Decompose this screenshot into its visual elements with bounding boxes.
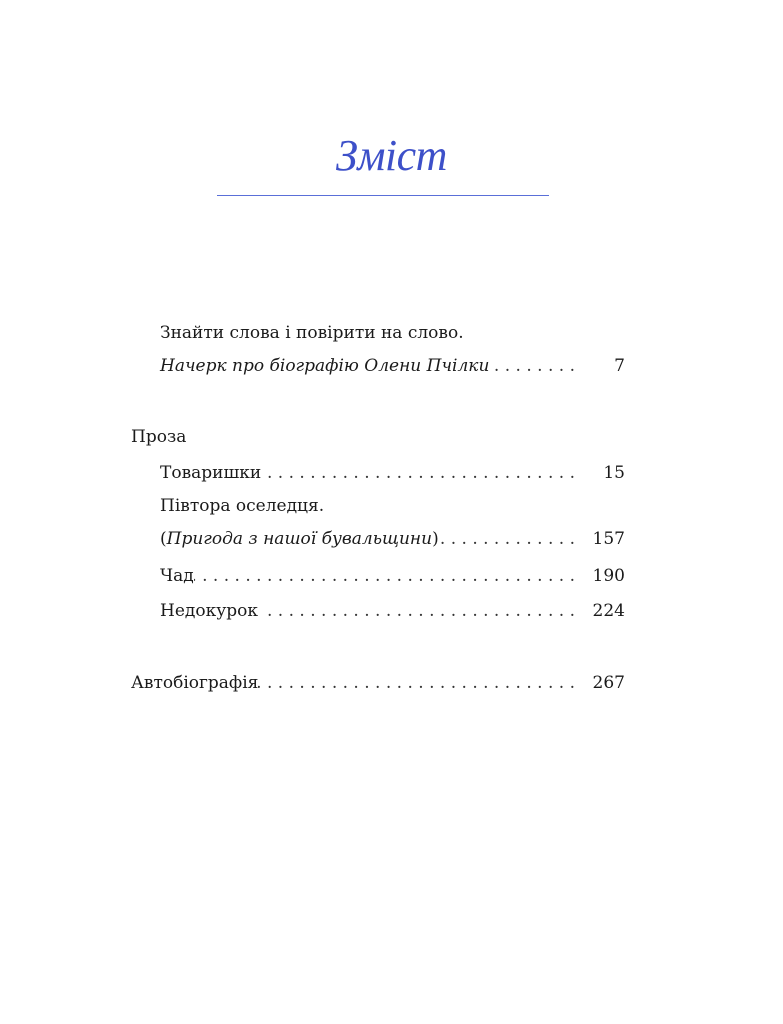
page-number: 267 [592, 673, 625, 693]
page-number: 157 [592, 529, 625, 549]
page-title: Зміст [336, 131, 447, 180]
section-heading-prose: Проза [131, 427, 187, 447]
entry-title: Автобіографія [131, 673, 259, 693]
page-number: 15 [603, 463, 625, 483]
toc-entry-autobiography [131, 672, 625, 694]
leader-dots [258, 672, 581, 694]
entry-title: Товаришки [160, 463, 262, 483]
paren-close: ) [432, 529, 439, 549]
entry-title-line1: Півтора оселедця. [160, 496, 325, 516]
toc-entry [160, 565, 625, 587]
entry-title-line2 [160, 528, 439, 550]
toc-entry [160, 600, 625, 622]
intro-entry-line1: Знайти слова і повірити на слово. [160, 323, 464, 343]
paren-open: ( [160, 529, 167, 549]
leader-dots [266, 600, 581, 622]
page-number: 224 [592, 601, 625, 621]
leader-dots [489, 355, 581, 377]
page-number: 7 [614, 356, 625, 376]
page-number: 190 [592, 566, 625, 586]
leader-dots [261, 462, 581, 484]
leader-dots [439, 528, 581, 550]
title-underline [217, 195, 549, 196]
entry-title: Чад [160, 566, 194, 586]
leader-dots [194, 565, 581, 587]
entry-subtitle: Пригода з нашої бувальщини [166, 529, 433, 549]
entry-title: Недокурок [160, 601, 258, 621]
intro-entry-line2: Начерк про біографію Олени Пчілки [160, 356, 490, 376]
toc-entry [160, 528, 625, 550]
toc-entry [160, 462, 625, 484]
intro-entry-row [160, 355, 625, 377]
